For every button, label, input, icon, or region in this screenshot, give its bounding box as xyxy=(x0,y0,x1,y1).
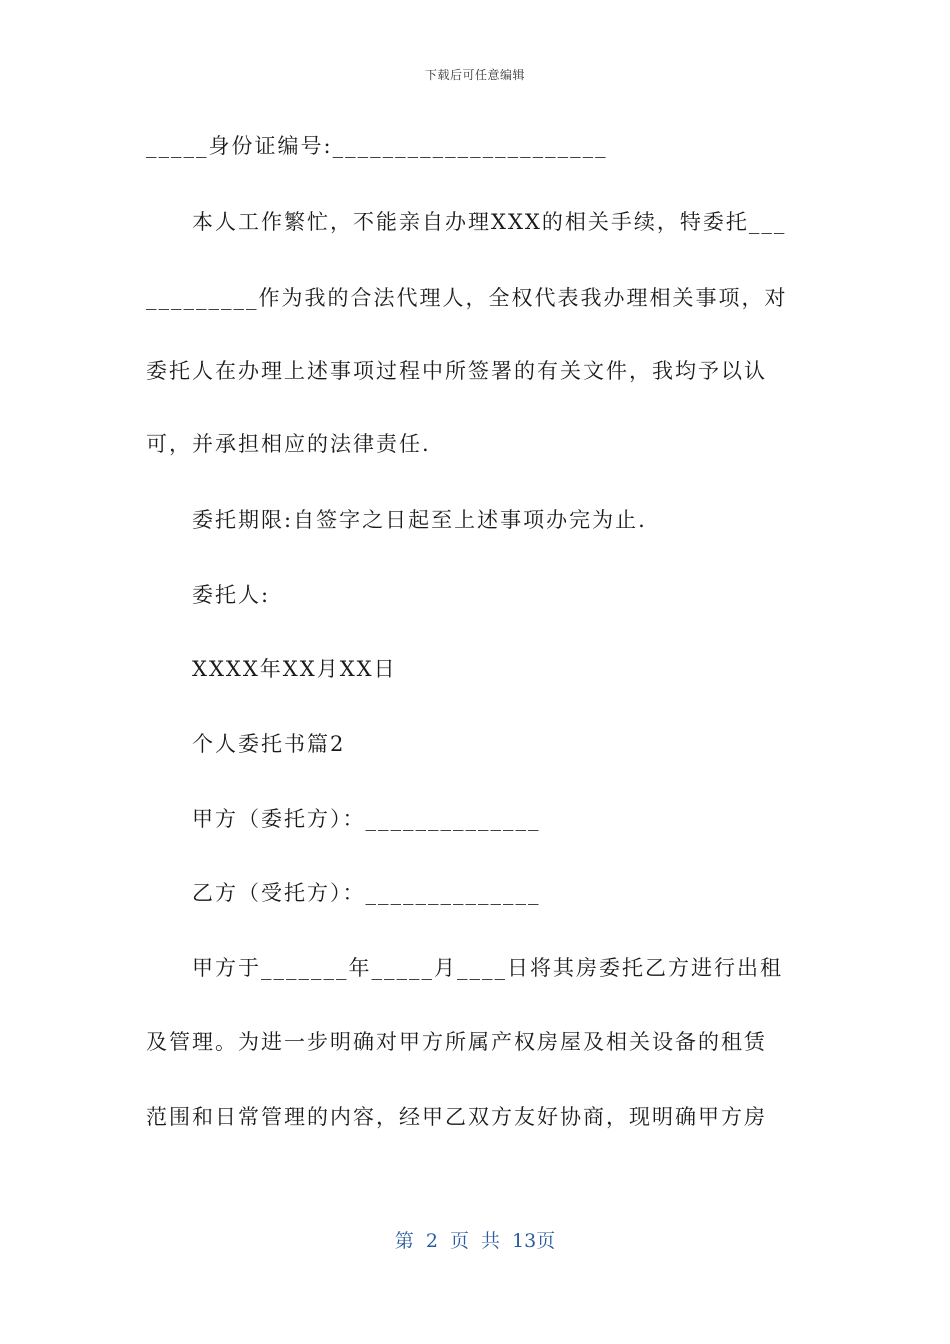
paragraph-1-line-2: _________作为我的合法代理人，全权代表我办理相关事项，对 xyxy=(146,286,788,310)
entrust-period-line: 委托期限:自签字之日起至上述事项办完为止. xyxy=(192,508,647,532)
principal-line: 委托人: xyxy=(192,583,271,607)
paragraph-1-line-3: 委托人在办理上述事项过程中所签署的有关文件，我均予以认 xyxy=(146,359,767,383)
id-number-line: _____身份证编号:______________________ xyxy=(146,134,608,158)
paragraph-2-line-3: 范围和日常管理的内容，经甲乙双方友好协商，现明确甲方房 xyxy=(146,1105,767,1129)
party-b-line: 乙方（受托方）：______________ xyxy=(192,881,541,905)
page-header: 下载后可任意编辑 xyxy=(424,68,525,82)
paragraph-2-line-1: 甲方于_______年_____月____日将其房委托乙方进行出租 xyxy=(192,956,783,980)
paragraph-1-line-1: 本人工作繁忙，不能亲自办理XXX的相关手续，特委托___ xyxy=(192,210,787,234)
party-a-line: 甲方（委托方）：______________ xyxy=(192,807,541,831)
page-footer: 第 2 页 共 13页 xyxy=(394,1230,556,1252)
section-title: 个人委托书篇2 xyxy=(192,732,346,756)
date-line: XXXX年XX月XX日 xyxy=(192,657,397,681)
paragraph-2-line-2: 及管理。为进一步明确对甲方所属产权房屋及相关设备的租赁 xyxy=(146,1030,767,1054)
paragraph-1-line-4: 可，并承担相应的法律责任. xyxy=(146,432,431,456)
